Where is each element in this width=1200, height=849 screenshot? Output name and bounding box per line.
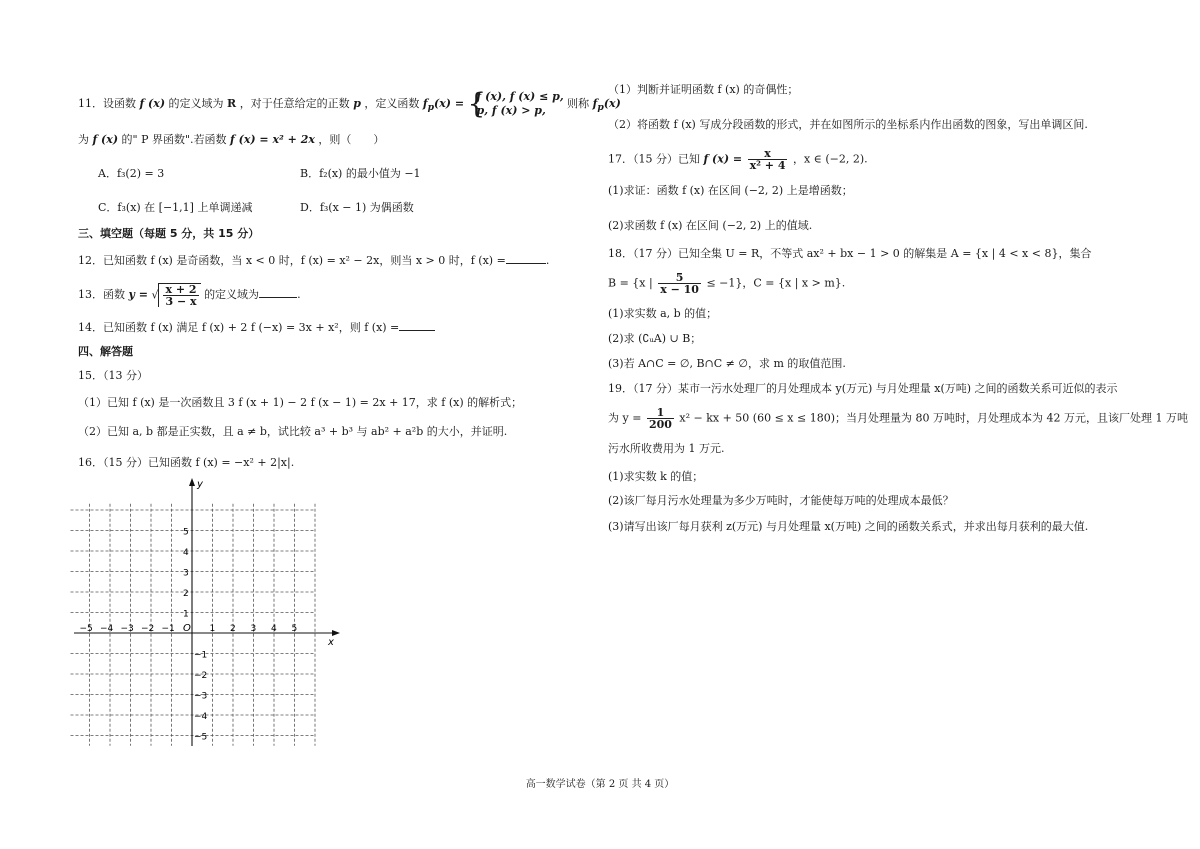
y-tick-label: −3 (194, 691, 208, 702)
q19-part2: (2)该厂每月污水处理量为多少万吨时，才能使每万吨的处理成本最低？ (608, 494, 954, 507)
q18-part3: (3)若 A∩C = ∅, B∩C ≠ ∅，求 m 的取值范围. (608, 357, 846, 370)
y-tick-label: 4 (183, 548, 189, 558)
x-axis-label: x (328, 637, 334, 648)
q15-part2: （2）已知 a, b 都是正实数，且 a ≠ b，试比较 a³ + b³ 与 ab² + a²b 的大小，并证明. (78, 425, 508, 438)
y-tick-label: 5 (183, 527, 189, 538)
q14-answer-blank (399, 320, 435, 331)
q13: 13．函数 y = √ $\frac{x + 2}{3 - x}$ 的定义域为 . (78, 283, 301, 308)
q11-line2: 为 f (x) 的" P 界函数".若函数 f (x) = x² + 2x ，则（ ） (78, 133, 385, 146)
q11-line1: 11．设函数 f (x) 的定义域为 R ，对于任意给定的正数 p ，定义函数 $f_p(x)$ = { f (x), f (x) ≤ p, p, f (x) > p, 则称 $f_p(x)$ (78, 87, 621, 120)
y-tick-label: −2 (194, 671, 208, 681)
origin-label: O (183, 623, 191, 634)
q18-heading: 18．（17 分）已知全集 U = R，不等式 ax² + bx − 1 > 0 的解集是 A = {x | 4 < x < 8}，集合 (608, 247, 1092, 260)
q15-heading: 15．（13 分） (78, 369, 148, 382)
q11-option-c: C．f₃(x) 在 [−1,1] 上单调递减 (98, 201, 253, 214)
q11-fx: f (x) (139, 97, 166, 110)
y-tick-label: 2 (183, 589, 189, 599)
q19-fraction: $\frac{1}{200}$ (648, 406, 672, 431)
q11-piecewise: { f (x), f (x) ≤ p, p, f (x) > p, (467, 87, 564, 120)
x-tick-label: 3 (250, 624, 257, 634)
section-fill-in-heading: 三、填空题（每题 5 分，共 15 分） (78, 227, 260, 240)
q12-answer-blank (506, 253, 546, 264)
q19-line1: 19．（17 分）某市一污水处理厂的月处理成本 y(万元) 与月处理量 x(万吨) 之间的函数关系可近似的表示 (608, 382, 1118, 395)
coordinate-grid (70, 478, 350, 750)
q17-heading: 17．（15 分）已知 f (x) = $\frac{x}{\text{x² + 4}}$ ，x ∈ (−2, 2). (608, 147, 868, 172)
grid-labels (80, 479, 335, 743)
y-axis-arrow (189, 478, 195, 486)
x-tick-label: −1 (161, 624, 175, 634)
x-tick-label: 4 (271, 624, 277, 634)
section-answer-heading: 四、解答题 (78, 345, 133, 358)
q19-part3: (3)请写出该厂每月获利 z(万元) 与月处理量 x(万吨) 之间的函数关系式，并求出每月获利的最大值. (608, 520, 1089, 533)
q16-part1: （1）判断并证明函数 f (x) 的奇偶性； (608, 83, 799, 96)
x-tick-label: 1 (209, 624, 216, 634)
q19-part1: (1)求实数 k 的值； (608, 470, 704, 483)
q13-sqrt: √ $\frac{x + 2}{3 - x}$ (151, 283, 200, 307)
q19-line3: 污水所收费用为 1 万元. (608, 442, 725, 455)
y-tick-label: 1 (183, 609, 189, 620)
q11-option-b: B．f₂(x) 的最小值为 −1 (300, 167, 421, 180)
q17-part2: (2)求函数 f (x) 在区间 (−2, 2) 上的值域. (608, 219, 813, 232)
q19-line2: 为 y = $\frac{1}{200}$ x² − kx + 50 (60 ≤ x ≤ 180)；当月处理量为 80 万吨时，月处理成本为 42 万元，且该厂处理 1 万吨 (608, 406, 1188, 431)
q11-option-a: A．f₃(2) = 3 (98, 167, 165, 180)
q18-fraction: $\frac{5}{x - 10}$ (660, 271, 699, 296)
x-tick-label: −2 (141, 624, 155, 634)
q14: 14．已知函数 f (x) 满足 f (x) + 2 f (−x) = 3x + x²，则 f (x) = (78, 320, 435, 335)
y-tick-label: −1 (194, 650, 208, 661)
q15-part1: （1）已知 f (x) 是一次函数且 3 f (x + 1) − 2 f (x − 1) = 2x + 17，求 f (x) 的解析式； (78, 396, 523, 409)
q18-set-b: B = {x | $\frac{5}{x - 10}$ ≤ −1}，C = {x | x > m}. (608, 271, 846, 296)
q11-option-d: D．f₃(x − 1) 为偶函数 (300, 201, 414, 214)
q11-fp: $f_p(x)$ = (422, 97, 465, 114)
x-tick-label: 5 (291, 624, 298, 634)
grid-axes (74, 478, 340, 746)
q17-part1: (1)求证：函数 f (x) 在区间 (−2, 2) 上是增函数； (608, 184, 853, 197)
q18-part2: (2)求 (∁ᵤA) ∪ B； (608, 332, 702, 345)
x-tick-label: −4 (100, 624, 114, 634)
x-tick-label: 2 (230, 624, 236, 634)
y-tick-label: −4 (194, 712, 208, 722)
q18-part1: (1)求实数 a, b 的值； (608, 307, 718, 320)
page-footer: 高一数学试卷（第 2 页 共 4 页） (525, 779, 675, 790)
x-axis-arrow (332, 630, 340, 636)
q16-part2: （2）将函数 f (x) 写成分段函数的形式，并在如图所示的坐标系内作出函数的图象，写出单调区间. (608, 118, 1088, 131)
y-axis-label: y (197, 479, 203, 490)
y-tick-label: 3 (183, 568, 189, 579)
q17-fraction: $\frac{x}{\text{x² + 4}}$ (749, 147, 786, 172)
x-tick-label: −3 (120, 624, 134, 634)
q16-heading: 16．（15 分）已知函数 f (x) = −x² + 2|x|. (78, 456, 295, 469)
q13-answer-blank (259, 287, 297, 298)
q12: 12．已知函数 f (x) 是奇函数，当 x < 0 时，f (x) = x² − 2x，则当 x > 0 时，f (x) = . (78, 254, 550, 267)
x-tick-label: −5 (79, 624, 93, 634)
y-tick-label: −5 (194, 732, 208, 743)
